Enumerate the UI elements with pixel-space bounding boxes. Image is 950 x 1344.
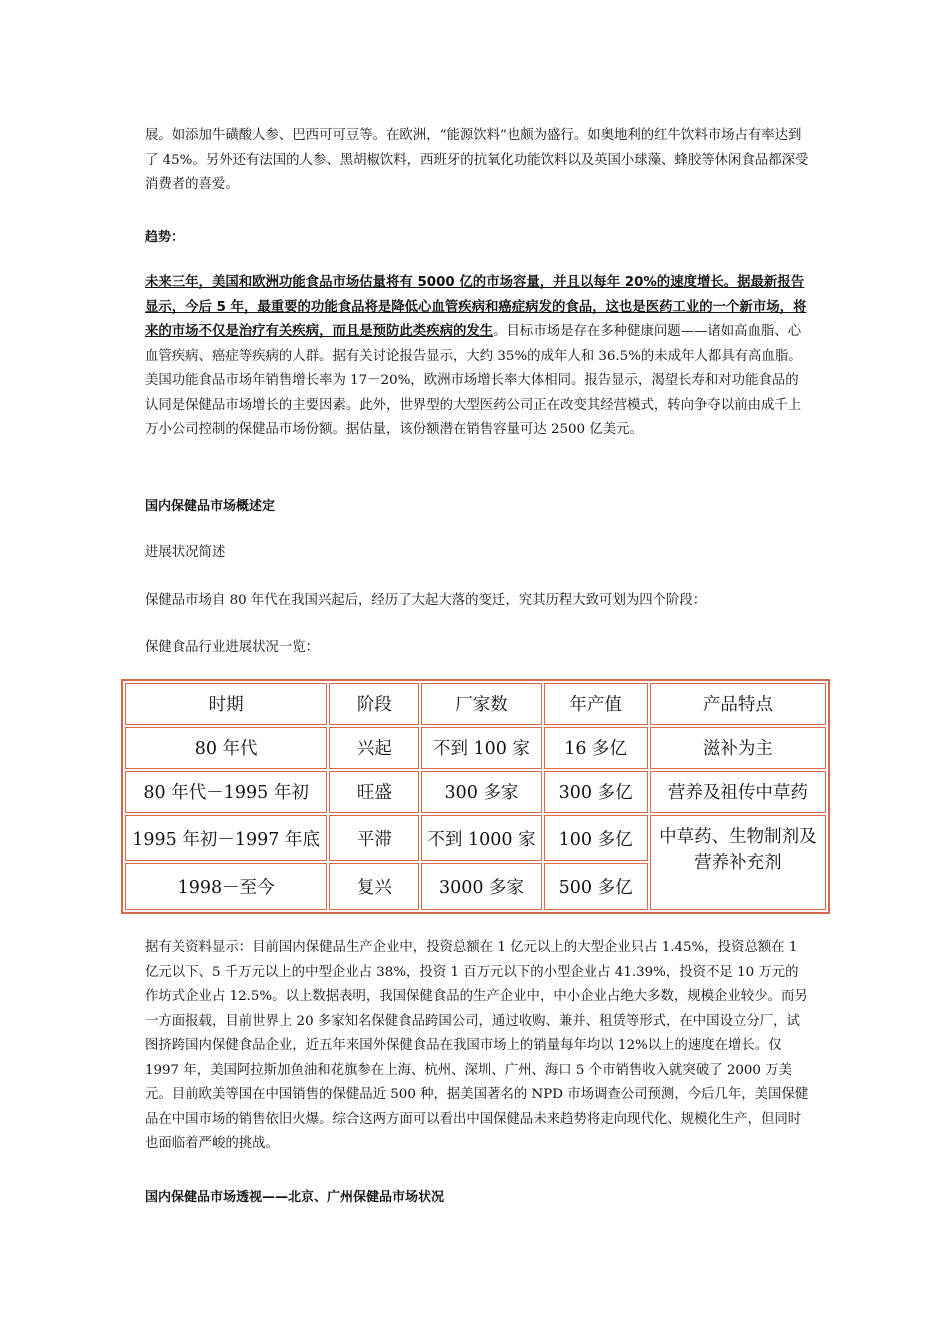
cell-manufacturers: 不到 100 家 — [421, 727, 541, 769]
cell-manufacturers: 300 多家 — [421, 771, 541, 813]
table-row — [125, 771, 826, 813]
trend-emphasis-text: 未来三年，美国和欧洲功能食品市场估量将有 5000 亿的市场容量，并且以每年 20%的速度增长。据最新报告显示，今后 5 年，最重要的功能食品将是降低心血管疾病和癌症病发的食品，这也是医药工业的一个新市场，将来的市场不仅是治疗有关疾病，而且是预防此类疾病的发生 — [145, 275, 807, 339]
cell-stage: 复兴 — [329, 863, 419, 910]
paragraph-trend — [145, 271, 810, 443]
cell-stage: 旺盛 — [329, 771, 419, 813]
subheading-progress: 进展状况简述 — [145, 545, 226, 560]
trend-body-text: 。目标市场是存在多种健康问题——诸如高血脂、心血管疾病、癌症等疾病的人群。据有关讨论报告显示，大约 35%的成年人和 36.5%的未成年人都具有高血脂。美国功能食品市场年销售增长率为 17－20%，欧洲市场增长率大体相同。报告显示，渴望长寿和对功能食品的认同是保健品市场增长的主要因素。此外，世界型的大型医药公司正在改变其经营模式，转向争夺以前由成千上万小公司控制的保健品市场份额。据估量，该份额潜在销售容量可达 2500 亿美元。 — [145, 324, 802, 437]
header-product-features: 产品特点 — [650, 683, 826, 725]
cell-product-features: 营养及祖传中草药 — [650, 771, 826, 813]
paragraph-industry-data: 据有关资料显示：目前国内保健品生产企业中，投资总额在 1 亿元以上的大型企业只占 1.45%，投资总额在 1 亿元以下、5 千万元以上的中型企业占 38%，投资 1 百万元以下的小型企业占 41.39%，投资不足 10 万元的作坊式企业占 12.5%。以上数据表明，我国保健食品的生产企业中，中小企业占绝大多数，规模企业较少。而另一方面报载，目前世界上 20 多家知名保健食品跨国公司，通过收购、兼并、租赁等形式，在中国设立分厂，试图挤跨国内保健食品企业，近五年来国外保健食品在我国市场上的销量每年均以 12%以上的速度在增长。仅 1997 年，美国阿拉斯加鱼油和花旗参在上海、杭州、深圳、广州、海口 5 个市销售收入就突破了 2000 万美元。目前欧美等国在中国销售的保健品近 500 种，据美国著名的 NPD 市场调查公司预测，今后几年，美国保健品在中国市场的销售依旧火爆。综合这两方面可以看出中国保健品未来趋势将走向现代化、规模化生产，但同时也面临着严峻的挑战。 — [145, 940, 809, 1151]
header-manufacturers: 厂家数 — [421, 683, 541, 725]
cell-period: 1998－至今 — [125, 863, 327, 910]
header-stage: 阶段 — [329, 683, 419, 725]
cell-annual-output: 16 多亿 — [544, 727, 648, 769]
table-row — [125, 727, 826, 769]
industry-stage-table — [121, 679, 830, 914]
header-period: 时期 — [125, 683, 327, 725]
table-caption: 保健食品行业进展状况一览： — [145, 640, 320, 655]
cell-manufacturers: 3000 多家 — [421, 863, 541, 910]
cell-period: 80 年代－1995 年初 — [125, 771, 327, 813]
paragraph-stages: 保健品市场自 80 年代在我国兴起后，经历了大起大落的变迁，究其历程大致可划为四个阶段： — [145, 593, 707, 608]
header-annual-output: 年产值 — [544, 683, 648, 725]
cell-period: 1995 年初－1997 年底 — [125, 815, 327, 862]
cell-annual-output: 100 多亿 — [544, 815, 648, 862]
cell-annual-output: 500 多亿 — [544, 863, 648, 910]
cell-period: 80 年代 — [125, 727, 327, 769]
table-header-row — [125, 683, 826, 725]
heading-trend: 趋势： — [145, 230, 185, 245]
cell-product-features: 滋补为主 — [650, 727, 826, 769]
heading-beijing-guangzhou: 国内保健品市场透视——北京、广州保健品市场状况 — [145, 1190, 445, 1205]
heading-domestic-market: 国内保健品市场概述定 — [145, 499, 276, 514]
cell-annual-output: 300 多亿 — [544, 771, 648, 813]
cell-product-features-merged: 中草药、生物制剂及营养补充剂 — [650, 815, 826, 910]
cell-stage: 平滞 — [329, 815, 419, 862]
cell-manufacturers: 不到 1000 家 — [421, 815, 541, 862]
table-row — [125, 815, 826, 862]
paragraph-energy-drinks: 展。如添加牛磺酸人参、巴西可可豆等。在欧洲，“能源饮料”也颇为盛行。如奥地利的红牛饮料市场占有率达到了 45%。另外还有法国的人参、黑胡椒饮料，西班牙的抗氧化功能饮料以及英国小球藻、蜂胶等休闲食品都深受消费者的喜爱。 — [145, 128, 809, 192]
cell-stage: 兴起 — [329, 727, 419, 769]
